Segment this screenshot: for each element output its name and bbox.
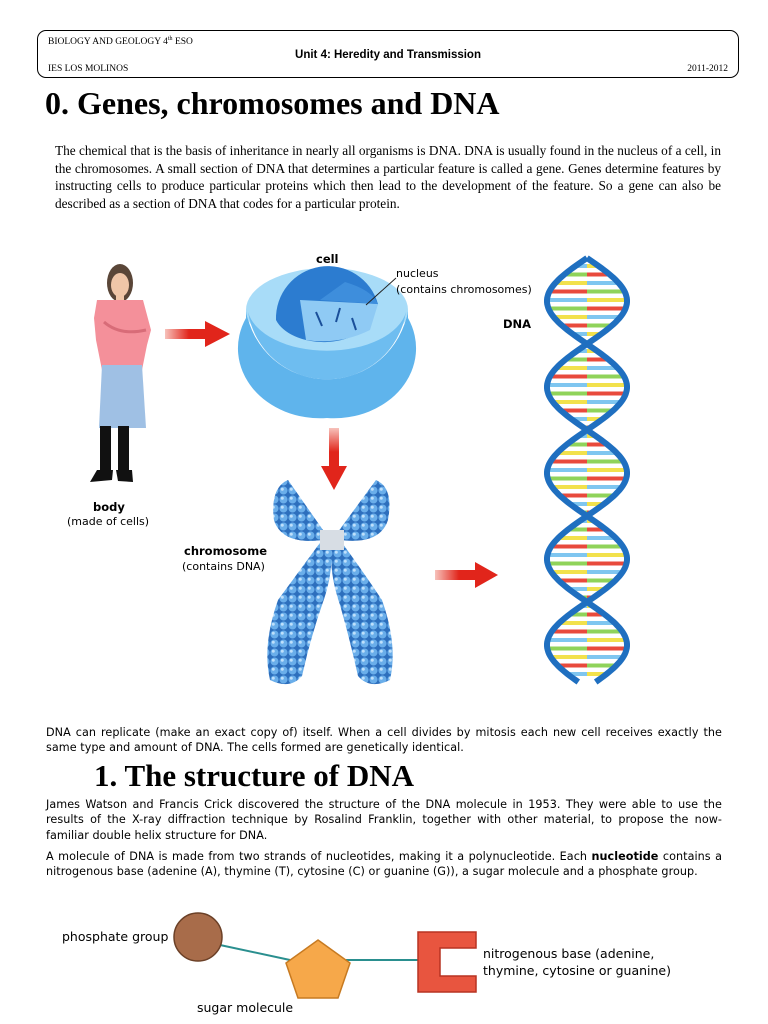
school-year: 2011-2012 — [687, 64, 728, 74]
section-0-title: 0. Genes, chromosomes and DNA — [45, 85, 500, 121]
chromosome-sublabel: (contains DNA) — [182, 560, 265, 573]
body-illustration — [90, 264, 151, 482]
chromosome-illustration — [267, 480, 392, 684]
body-sublabel: (made of cells) — [67, 515, 150, 528]
nucleus-sublabel: (contains chromosomes) — [396, 283, 532, 296]
phosphate-group-circle — [174, 913, 222, 961]
section-1-title: 1. The structure of DNA — [94, 758, 415, 793]
nucleotide-term: nucleotide — [591, 850, 659, 863]
arrow-cell-to-chromosome — [321, 428, 347, 490]
nitrogenous-base-label-line1: nitrogenous base (adenine, — [483, 946, 655, 961]
sugar-molecule-label: sugar molecule — [197, 1000, 294, 1015]
nucleus-label: nucleus — [396, 267, 439, 280]
section-1-paragraph-1: James Watson and Francis Crick discovered the structure of the DNA molecule in 1953. They were able to use the results of the X-ray diffraction technique by Rosalind Franklin, together with other material, to propose the now-familiar double helix structure for DNA. — [46, 798, 722, 842]
section-0-paragraph: The chemical that is the basis of inheritance in nearly all organisms is DNA. DNA is usually found in the nucleus of a cell, in the chromosomes. A small section of DNA that determines a particular feature is called a gene. Genes determine features by instructing cells to produce particular proteins which then lead to the development of the feature. So a gene can also be described as a section of DNA that codes for a particular protein. — [55, 143, 721, 211]
body-label: body — [93, 500, 125, 514]
arrow-chromosome-to-dna — [435, 562, 498, 588]
unit-title: Unit 4: Heredity and Transmission — [295, 49, 481, 61]
cell-label: cell — [316, 252, 339, 266]
cell-illustration — [238, 266, 416, 418]
course-label: BIOLOGY AND GEOLOGY 4th ESO — [48, 36, 193, 48]
nitrogenous-base-shape — [418, 932, 476, 992]
section-1-paragraph-2: A molecule of DNA is made from two strands of nucleotides, making it a polynucleotide. Each nucleotide contains a nitrogenous base (adenine (A), thymine (T), cytosine (C) or guanine (G)), a sugar molecule and a phosphate group. — [46, 850, 723, 879]
sugar-molecule-pentagon — [286, 940, 350, 998]
phosphate-sugar-link — [220, 945, 290, 960]
phosphate-group-label: phosphate group — [62, 929, 169, 944]
replication-paragraph: DNA can replicate (make an exact copy of) itself. When a cell divides by mitosis each new cell receives exactly the same type and amount of DNA. The cells formed are genetically identical. — [46, 726, 722, 755]
dna-helix-illustration — [547, 258, 627, 682]
dna-label: DNA — [503, 317, 532, 331]
chromosome-label: chromosome — [184, 544, 267, 558]
nitrogenous-base-label-line2: thymine, cytosine or guanine) — [483, 963, 671, 978]
arrow-body-to-cell — [165, 321, 230, 347]
school-name: IES LOS MOLINOS — [48, 64, 129, 74]
